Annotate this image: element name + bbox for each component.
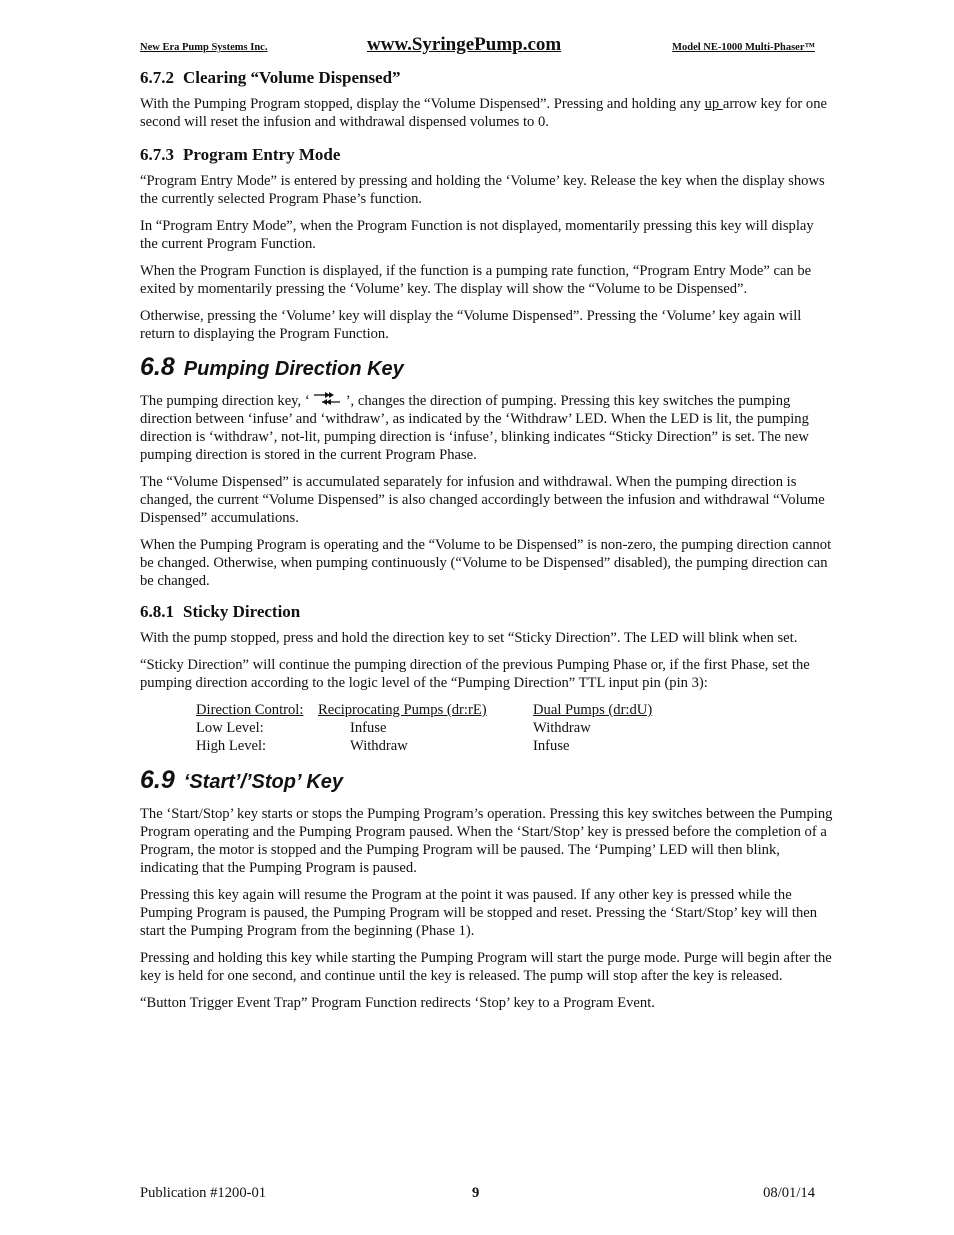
running-header xyxy=(140,34,815,60)
paragraph: “Sticky Direction” will continue the pumping direction of the previous Pumping Phase or, if the first Phase, set the pumping direction according to the logic level of the “Pumping Direction” TTL input pin (pin 3): xyxy=(140,657,810,691)
heading-6-8-1: 6.8.1 Sticky Direction xyxy=(140,602,301,621)
paragraph: “Button Trigger Event Trap” Program Function redirects ‘Stop’ key to a Program Event. xyxy=(140,995,655,1011)
header-model: Model NE-1000 Multi-Phaser™ xyxy=(672,42,815,53)
page-content xyxy=(140,68,834,1021)
paragraph: In “Program Entry Mode”, when the Program Function is not displayed, momentarily pressing this key will display the current Program Function. xyxy=(140,218,814,252)
paragraph: With the pump stopped, press and hold the direction key to set “Sticky Direction”. The LED will blink when set. xyxy=(140,630,798,646)
table-cell: Infuse xyxy=(350,720,387,736)
paragraph: With the Pumping Program stopped, display the “Volume Dispensed”. Pressing and holding any up arrow key for one second will reset the infusion and withdrawal dispensed volumes to 0. xyxy=(140,96,827,130)
table-row xyxy=(196,737,834,755)
table-row xyxy=(196,719,834,737)
paragraph: The “Volume Dispensed” is accumulated separately for infusion and withdrawal. When the pumping direction is changed, the current “Volume Dispensed” is also changed accordingly between the infusion and withdrawal “Volume Dispensed” accumulations. xyxy=(140,474,825,526)
paragraph: Pressing and holding this key while starting the Pumping Program will start the purge mode. Purge will begin after the key is held for one second, and continue until the key is released. The pump will stop after the key is released. xyxy=(140,950,832,984)
table-cell: Withdraw xyxy=(533,720,591,736)
paragraph: The ‘Start/Stop’ key starts or stops the Pumping Program’s operation. Pressing this key switches between the Pumping Program operating and the Pumping Program paused. When the ‘Start/Stop’ key is pressed before the completion of a Program, the motor is stopped and the Pumping Program will be paused. The ‘Pumping’ LED will then blink, indicating that the Pumping Program is paused. xyxy=(140,806,833,876)
table-cell: Low Level: xyxy=(196,720,264,736)
table-header-row xyxy=(196,701,834,719)
heading-6-9: 6.9 ‘Start’/’Stop’ Key xyxy=(140,766,344,794)
table-header-cell: Direction Control: xyxy=(196,702,304,718)
paragraph: Pressing this key again will resume the Program at the point it was paused. If any other key is pressed while the Pumping Program is paused, the Pumping Program will be stopped and reset. Pressing the ‘Start/Stop’ key will then start the Pumping Program from the beginning (Phase 1). xyxy=(140,887,818,939)
direction-control-table xyxy=(196,701,834,755)
paragraph: When the Program Function is displayed, if the function is a pumping rate function, “Program Entry Mode” can be exited by momentarily pressing the ‘Volume’ key. The display will show the “Volume to be Dispensed”. xyxy=(140,263,812,297)
paragraph: Otherwise, pressing the ‘Volume’ key will display the “Volume Dispensed”. Pressing the ‘Volume’ key again will return to displaying the Program Function. xyxy=(140,308,802,342)
publication-number: Publication #1200-01 xyxy=(140,1185,267,1201)
heading-6-7-2: 6.7.2 Clearing “Volume Dispensed” xyxy=(140,68,401,87)
table-cell: Withdraw xyxy=(350,738,408,754)
paragraph: The pumping direction key, ‘ ’, changes the direction of pumping. Pressing this key switches the pumping direction between ‘infuse’ and ‘withdraw’, as indicated by the ‘Withdraw’ LED. When the LED is lit, the pumping direction is ‘withdraw’, not-lit, pumping direction is ‘infuse’, blinking indicates “Sticky Direction” is set. The new pumping direction is stored in the current Program Phase. xyxy=(140,393,809,463)
table-cell: High Level: xyxy=(196,738,267,754)
table-header-cell: Reciprocating Pumps (dr:rE) xyxy=(318,702,487,718)
paragraph: “Program Entry Mode” is entered by pressing and holding the ‘Volume’ key. Release the key when the display shows the currently selected Program Phase’s function. xyxy=(140,173,825,207)
heading-6-7-3: 6.7.3 Program Entry Mode xyxy=(140,145,341,164)
header-website[interactable]: www.SyringePump.com xyxy=(367,34,562,55)
header-company: New Era Pump Systems Inc. xyxy=(140,42,268,53)
heading-6-8: 6.8 Pumping Direction Key xyxy=(140,353,404,381)
publication-date: 08/01/14 xyxy=(763,1185,815,1201)
table-header-cell: Dual Pumps (dr:dU) xyxy=(533,702,653,718)
page-number: 9 xyxy=(472,1185,480,1201)
direction-arrows-icon xyxy=(310,392,346,406)
table-cell: Infuse xyxy=(533,738,570,754)
paragraph: When the Pumping Program is operating and the “Volume to be Dispensed” is non-zero, the pumping direction cannot be changed. Otherwise, when pumping continuously (“Volume to be Dispensed” disabled), the pumping direction can be changed. xyxy=(140,537,832,589)
